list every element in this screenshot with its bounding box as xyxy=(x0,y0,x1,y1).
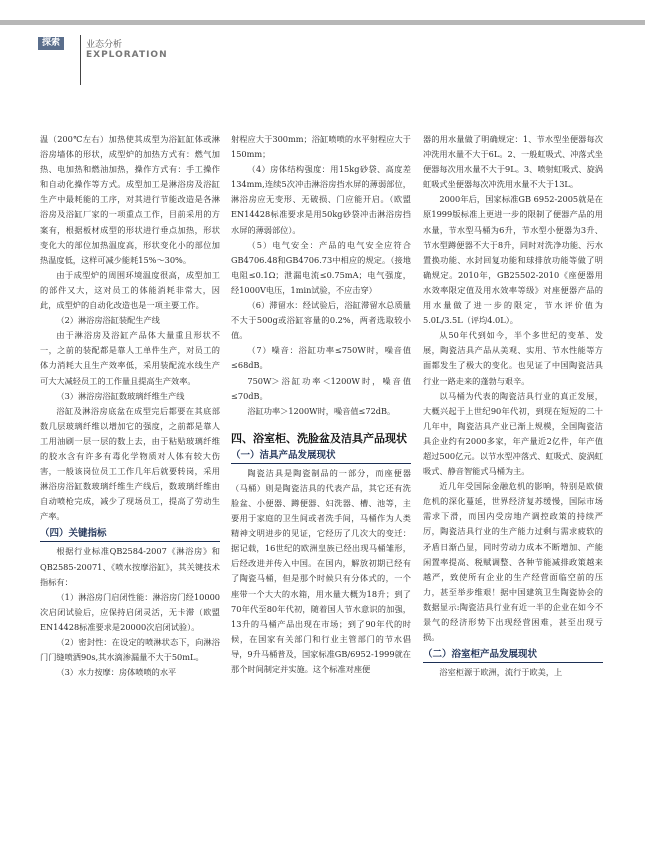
section-title-cn: 业态分析 xyxy=(86,40,123,50)
paragraph: 2000年后，国家标准GB 6952-2005就是在原1999版标准上更进一步的限制了便器产品的用水量，节水型马桶为6升，节水型小便器为3升、节水型蹲便器不大于8升，同时对洗净功能、污水置换功能、水封回复功能和球排放功能等做了明确规定。2010年，GB25502-2010《座便器用水效率限定值及用水效率等级》对座便器产品的用水量做了进一步的限定，节水评价值为5.0L/3.5L（评均4.0L）。 xyxy=(423,194,603,326)
paragraph: （2）密封性：在设定的喷淋状态下，向淋浴门门缝喷洒90s,其水滴渗漏量不大于50mL。 xyxy=(40,637,220,663)
paragraph: 器的用水量做了明确规定：1、节水型坐便器每次冲洗用水量不大于6L。2、一般虹吸式、冲落式坐便器每次用水量不大于9L。3、喷射虹吸式、旋涡虹吸式坐便器每次冲洗用水量不大于13L。 xyxy=(423,134,603,190)
paragraph: 浴室柜源于欧洲，流行于欧美，上 xyxy=(439,667,563,678)
paragraph: 由于成型炉的周围环境温度很高，成型加工的部件又大，这对员工的体能消耗非常大，因此，成型炉的自动化改造也是一项主要工作。 xyxy=(40,269,220,311)
section-tag: 探索 xyxy=(38,37,64,50)
text-column-1 xyxy=(40,132,220,680)
paragraph: 由于淋浴房及浴缸产品体大量重且形状不一，之前的装配都是靠人工单件生产，对员工的体力消耗大且生产效率低，采用装配流水线生产可大大减轻员工的工作量且提高生产效率。 xyxy=(40,330,220,386)
paragraph: （3）水力按摩：房体喷喷的水平 xyxy=(56,667,177,678)
paragraph: 温（200℃左右）加热使其成型为浴缸缸体或淋浴房墙体的形状，成型炉的加热方式有：燃气加热、电加热和燃油加热，操作方式有：手工操作和自动化操作等方式。成型加工是淋浴房及浴缸生产中最耗能的工序，对其进行节能改造是各淋浴房及浴缸厂家的一项重点工作，目前采用的方案有，根据板材成型的形状进行垂点加热，形状变化大的部位加热温度高，形状变化小的部位加热温度低，这样可减少能耗15%～30%。 xyxy=(40,134,220,265)
text-column-3 xyxy=(423,132,603,680)
section-heading-sanitary-ware: 四、浴室柜、洗脸盆及洁具产品现状 xyxy=(231,431,407,445)
section-title-en: EXPLORATION xyxy=(86,50,168,60)
top-rule xyxy=(0,20,645,25)
paragraph: 射程应大于300mm；浴缸喷喷的水平射程应大于150mm； xyxy=(231,134,411,160)
header-divider xyxy=(80,35,81,85)
paragraph: 浴缸功率＞1200W时，噪音值≤72dB。 xyxy=(247,405,396,416)
subheading: （2）淋浴房浴缸装配生产线 xyxy=(56,315,160,326)
paragraph: （4）房体结构强度：用15kg砂袋、高度差134mm,连续5次冲击淋浴房挡水屏的薄弱部位，淋浴房应无变形、无破损、门应能开启。（欧盟EN14428标准要求是用50kg砂袋冲击淋浴房挡水屏的薄弱部位）。 xyxy=(231,164,411,235)
paragraph: 陶瓷洁具是陶瓷制品的一部分，而座便器（马桶）则是陶瓷洁具的代表产品，其它还有洗脸盆、小便器、蹲便器、妇洗器、槽、池等，主要用于家庭的卫生间或者洗手间，马桶作为人类精神文明进步的见证，它经历了几次大的变迁：据记载，16世纪的欧洲皇族已经出现马桶雏形，后经改进并传入中国。在国内，解放初期已经有了陶瓷马桶，但是那个时候只有分体式的，一个座带一个大大的水箱，用水量大概为18升；到了70年代至80年代初，随着国人节水意识的加强，13升的马桶产品出现在市场；到了90年代的时候，在国家有关部门和行业主管部门的节水倡导，9升马桶普及，国家标准GB/6952-1999就在那个时间制定并实施。这个标准对座便 xyxy=(231,467,411,674)
paragraph: 浴缸及淋浴房底盆在成型完后都要在其底部数几层玻璃纤维以增加它的强度，之前都是靠人工用油刷一层一层的数上去，由于粘贴玻璃纤维的胶水含有许多有毒化学物质对人体有较大伤害，一般该岗位员工工作几年后就要转岗，采用淋浴房浴缸数玻璃纤维生产线后，数玻璃纤维由自动喷枪完成，减少了现场员工，提高了劳动生产率。 xyxy=(40,405,220,522)
paragraph: 根据行业标准QB2584-2007《淋浴房》和QB2585-20071、《喷水按摩浴缸》，其关键技术指标有： xyxy=(40,546,220,587)
subsection-heading-bathroom-cabinet: （二）浴室柜产品发展现状 xyxy=(423,648,603,663)
paragraph: 从50年代到如今，半个多世纪的变革、发展，陶瓷洁具产品从美观、实用、节水性能等方面都发生了极大的变化。也见证了中国陶瓷洁具行业一路走来的蓬勃与艰辛。 xyxy=(423,330,603,386)
paragraph: 750W＞浴缸功率＜1200W时，噪音值≤70dB。 xyxy=(231,375,411,401)
paragraph: 近几年受国际金融危机的影响，特别是欧债危机的深化蔓延，世界经济复苏缓慢，国际市场需求下滑，而国内受房地产调控政策的持续严厉，陶瓷洁具行业的生产能力过剩与需求疲软的矛盾日渐凸显，同时劳动力成本不断增加、产能闲置率提高、税赋调整、各种节能减排政策越来越严，致使所有企业的生产经营面临空前的压力，甚至举步维艰！据中国建筑卫生陶瓷协会的数据显示:陶瓷洁具行业有近一半的企业在如今不景气的经济形势下出现经营困难，甚至出现亏损。 xyxy=(423,481,603,643)
subheading: （3）淋浴房浴缸数玻璃纤维生产线 xyxy=(56,390,185,401)
paragraph: （5）电气安全：产品的电气安全应符合GB4706.48和GB4706.73中相应的规定。（接地电阻≤0.1Ω；泄漏电流≤0.75mA；电气强度，经1000V电压，1min试验，不应击穿） xyxy=(231,239,411,295)
paragraph: （6）滞留水：经试验后，浴缸滞留水总质量不大于500g或浴缸容量的0.2%，两者选取较小值。 xyxy=(231,300,411,341)
paragraph: 以马桶为代表的陶瓷洁具行业的真正发展，大概兴起于上世纪90年代初，到现在短短的二十几年中，陶瓷洁具产业已渐上规模，全国陶瓷洁具企业约有2000多家，年产量近2亿件，年产值超过500亿元。以节水型冲落式、虹吸式、旋涡虹吸式、静音智能式马桶为主。 xyxy=(423,390,603,477)
subsection-heading-sanitary-status: （一）洁具产品发展现状 xyxy=(231,449,411,464)
text-column-2 xyxy=(231,132,411,677)
paragraph: （1）淋浴房门启闭性能：淋浴房门经10000次启闭试验后，应保持启闭灵活，无卡滞（欧盟EN14428标准要求是20000次启闭试验）。 xyxy=(40,591,220,632)
section-heading-key-indicators: （四）关键指标 xyxy=(40,527,220,542)
paragraph: （7）噪音：浴缸功率≤750W时，噪音值≤68dB。 xyxy=(231,345,411,371)
